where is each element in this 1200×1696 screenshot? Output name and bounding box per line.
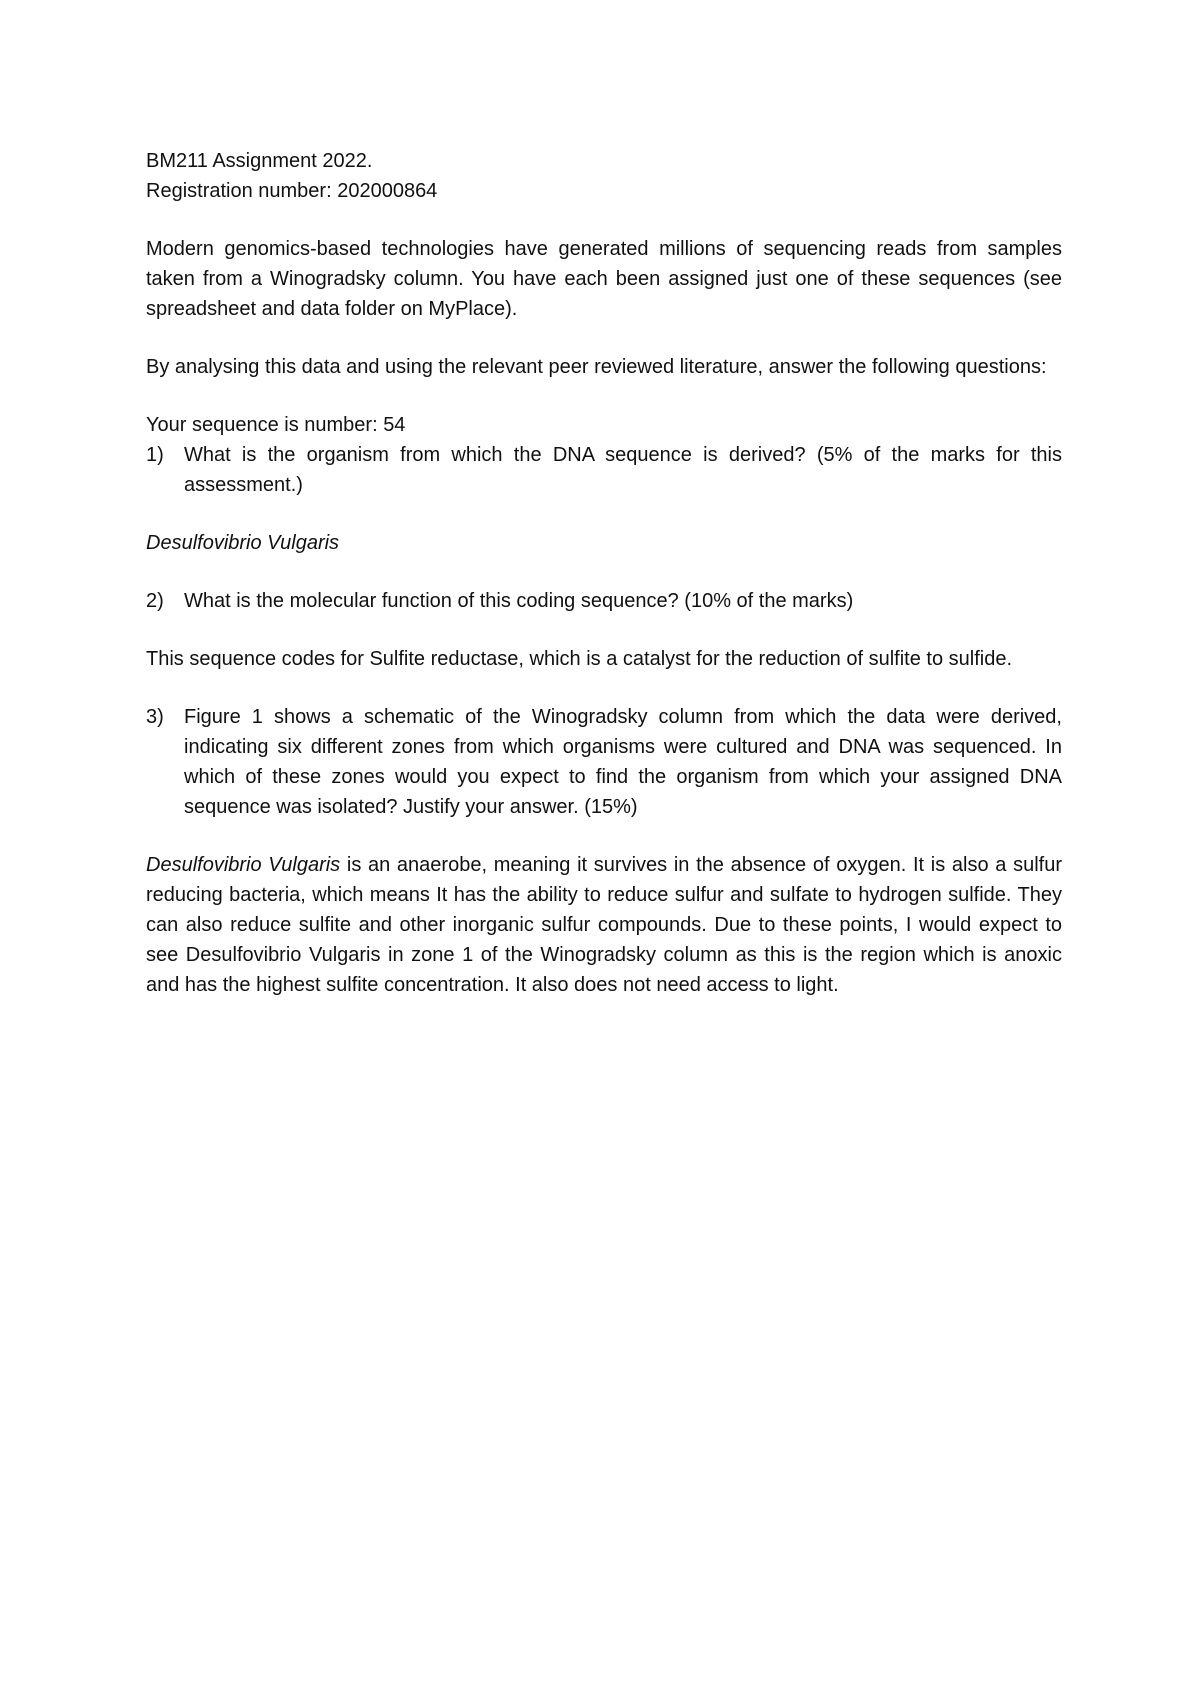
question-text: Figure 1 shows a schematic of the Winogradsky column from which the data were derived, indicating six different zones from which organisms were cultured and DNA was sequenced. In which of these zones would you expect to find the organism from which your assigned DNA sequence was isolated? Justify your answer. (15%) xyxy=(184,706,1062,818)
question-text: What is the organism from which the DNA sequence is derived? (5% of the marks for this assessment.) xyxy=(184,444,1062,496)
sequence-number-line: Your sequence is number: 54 xyxy=(146,414,406,436)
question-number: 1) xyxy=(146,444,164,466)
document-body xyxy=(146,146,1062,1000)
answer-1 xyxy=(146,528,1062,558)
question-3 xyxy=(146,702,1062,822)
question-2 xyxy=(146,586,1062,616)
answer-2: This sequence codes for Sulfite reductase, which is a catalyst for the reduction of sulfite to sulfide. xyxy=(146,648,1013,670)
organism-name: Desulfovibrio Vulgaris xyxy=(146,532,340,554)
question-1 xyxy=(146,440,1062,500)
intro-paragraph: Modern genomics-based technologies have generated millions of sequencing reads from samples taken from a Winogradsky column. You have each been assigned just one of these sequences (see spreadsheet and data folder on MyPlace). xyxy=(146,238,1062,320)
answer-3 xyxy=(146,850,1062,1000)
organism-name: Desulfovibrio Vulgaris xyxy=(146,854,341,876)
question-number: 3) xyxy=(146,706,164,728)
answer-3-text: is an anaerobe, meaning it survives in the absence of oxygen. It is also a sulfur reducing bacteria, which means It has the ability to reduce sulfur and sulfate to hydrogen sulfide. They can also reduce sulfite and other inorganic sulfur compounds. Due to these points, I would expect to see Desulfovibrio Vulgaris in zone 1 of the Winogradsky column as this is the region which is anoxic and has the highest sulfite concentration. It also does not need access to light. xyxy=(146,854,1062,996)
assignment-title: BM211 Assignment 2022. xyxy=(146,150,373,172)
instructions-paragraph: By analysing this data and using the relevant peer reviewed literature, answer the following questions: xyxy=(146,356,1047,378)
question-number: 2) xyxy=(146,590,164,612)
registration-number: Registration number: 202000864 xyxy=(146,180,438,202)
question-text: What is the molecular function of this coding sequence? (10% of the marks) xyxy=(184,590,854,612)
